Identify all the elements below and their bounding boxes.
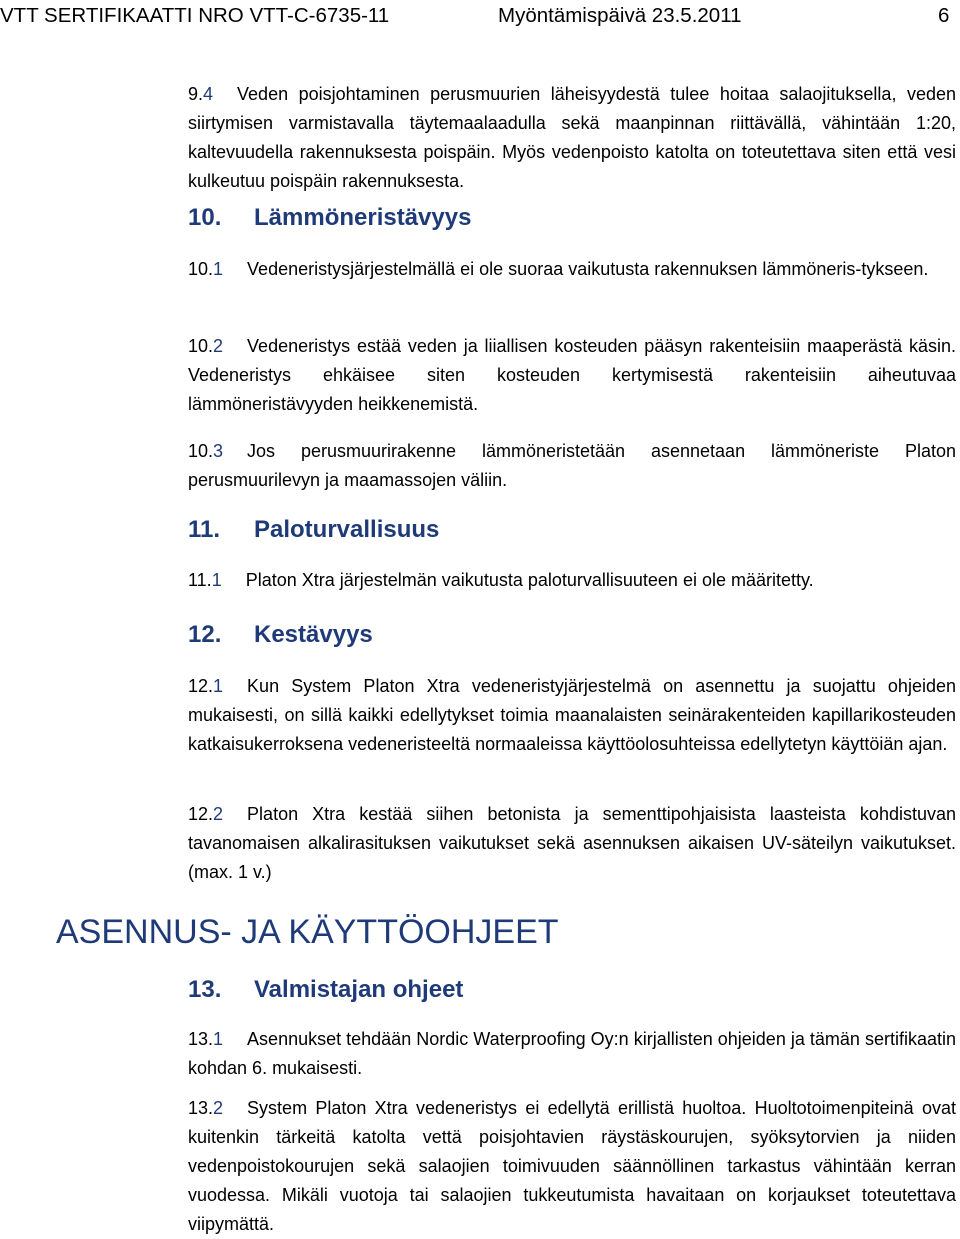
heading-10: 10. Lämmöneristävyys: [188, 204, 472, 231]
clause-text: Vedeneristysjärjestelmällä ei ole suoraa vaikutusta rakennuksen lämmöneris-tykseen.: [247, 259, 929, 279]
section-title-installation: ASENNUS- JA KÄYTTÖOHJEET: [56, 913, 559, 951]
clause-text: Platon Xtra järjestelmän vaikutusta paloturvallisuuteen ei ole määritetty.: [245, 570, 814, 590]
heading-13: 13. Valmistajan ohjeet: [188, 976, 464, 1003]
issue-date: Myöntämispäivä 23.5.2011: [498, 4, 742, 27]
paragraph-9-4: [188, 80, 956, 196]
clause-text: Jos perusmuurirakenne lämmöneristetään asennetaan lämmöneriste Platon perusmuurilevyn ja maamassojen väliin.: [188, 441, 956, 490]
paragraph-13-1: [188, 1025, 956, 1083]
clause-text: Vedeneristys estää veden ja liiallisen kosteuden pääsyn rakenteisiin maaperästä käsin. Vedeneristys ehkäisee siten kosteuden kertymisestä rakenteisiin aiheutuvaa lämmöneristävyyden heikkenemistä.: [188, 336, 956, 414]
page-header: [0, 3, 960, 29]
paragraph-10-2: [188, 332, 956, 419]
clause-text: Platon Xtra kestää siihen betonista ja sementtipohjaisista laasteista kohdistuvan tavanomaisen alkalirasituksen vaikutukset sekä asennuksen aikaisen UV-säteilyn vaikutukset. (max. 1 v.): [188, 804, 956, 882]
clause-text: Kun System Platon Xtra vedeneristyjärjestelmä on asennettu ja suojattu ohjeiden mukaisesti, on sillä kaikki edellytykset toimia maanalaisten seinärakenteiden kapillarikosteuden katkaisukerroksena vedeneristeeltä normaaleissa käyttöolosuhteissa edellytetyn käyttöiän ajan.: [188, 676, 956, 754]
heading-11: 11. Paloturvallisuus: [188, 516, 440, 543]
clause-text: Veden poisjohtaminen perusmuurien läheisyydestä tulee hoitaa salaojituksella, veden siirtymisen varmistavalla täytemaalaadulla sekä maanpinnan riittävällä, vähintään 1:20, kaltevuudella rakennuksesta poispäin. Myös vedenpoisto katolta on toteutettava siten että vesi kulkeutuu poispäin rakennuksesta.: [188, 84, 956, 191]
paragraph-10-3: [188, 437, 956, 495]
clause-number: 10.3: [188, 441, 224, 461]
paragraph-13-2: [188, 1094, 956, 1239]
heading-title: Valmistajan ohjeet: [254, 976, 464, 1003]
clause-text: System Platon Xtra vedeneristys ei edellytä erillistä huoltoa. Huoltotoimenpiteinä ovat kuitenkin tärkeitä katolta vettä poisjohtavien räystäskourujen, syöksytorvien ja niiden vedenpoistokourujen sekä salaojien toimivuuden säännöllinen tarkastus vähintään kerran vuodessa. Mikäli vuotoja tai salaojien tukkeutumista havaitaan on korjaukset toteutettava viipymättä.: [188, 1098, 956, 1234]
clause-number: 13.2: [188, 1098, 224, 1118]
clause-number: 12.2: [188, 804, 224, 824]
heading-title: Paloturvallisuus: [254, 516, 440, 543]
certificate-number: VTT SERTIFIKAATTI NRO VTT-C-6735-11: [0, 4, 390, 27]
paragraph-12-2: [188, 800, 956, 887]
paragraph-11-1: [188, 566, 956, 595]
clause-number: 10.1: [188, 259, 224, 279]
clause-number: 9.4: [188, 84, 214, 104]
clause-number: 13.1: [188, 1029, 224, 1049]
paragraph-12-1: [188, 672, 956, 759]
heading-title: Kestävyys: [254, 621, 373, 648]
page-number: 6: [938, 4, 950, 27]
heading-title: Lämmöneristävyys: [254, 204, 472, 231]
clause-number: 10.2: [188, 336, 224, 356]
clause-number: 12.1: [188, 676, 224, 696]
clause-text: Asennukset tehdään Nordic Waterproofing Oy:n kirjallisten ohjeiden ja tämän sertifikaatin kohdan 6. mukaisesti.: [188, 1029, 956, 1078]
paragraph-10-1: [188, 255, 956, 284]
clause-number: 11.1: [188, 570, 222, 590]
heading-12: 12. Kestävyys: [188, 621, 373, 648]
